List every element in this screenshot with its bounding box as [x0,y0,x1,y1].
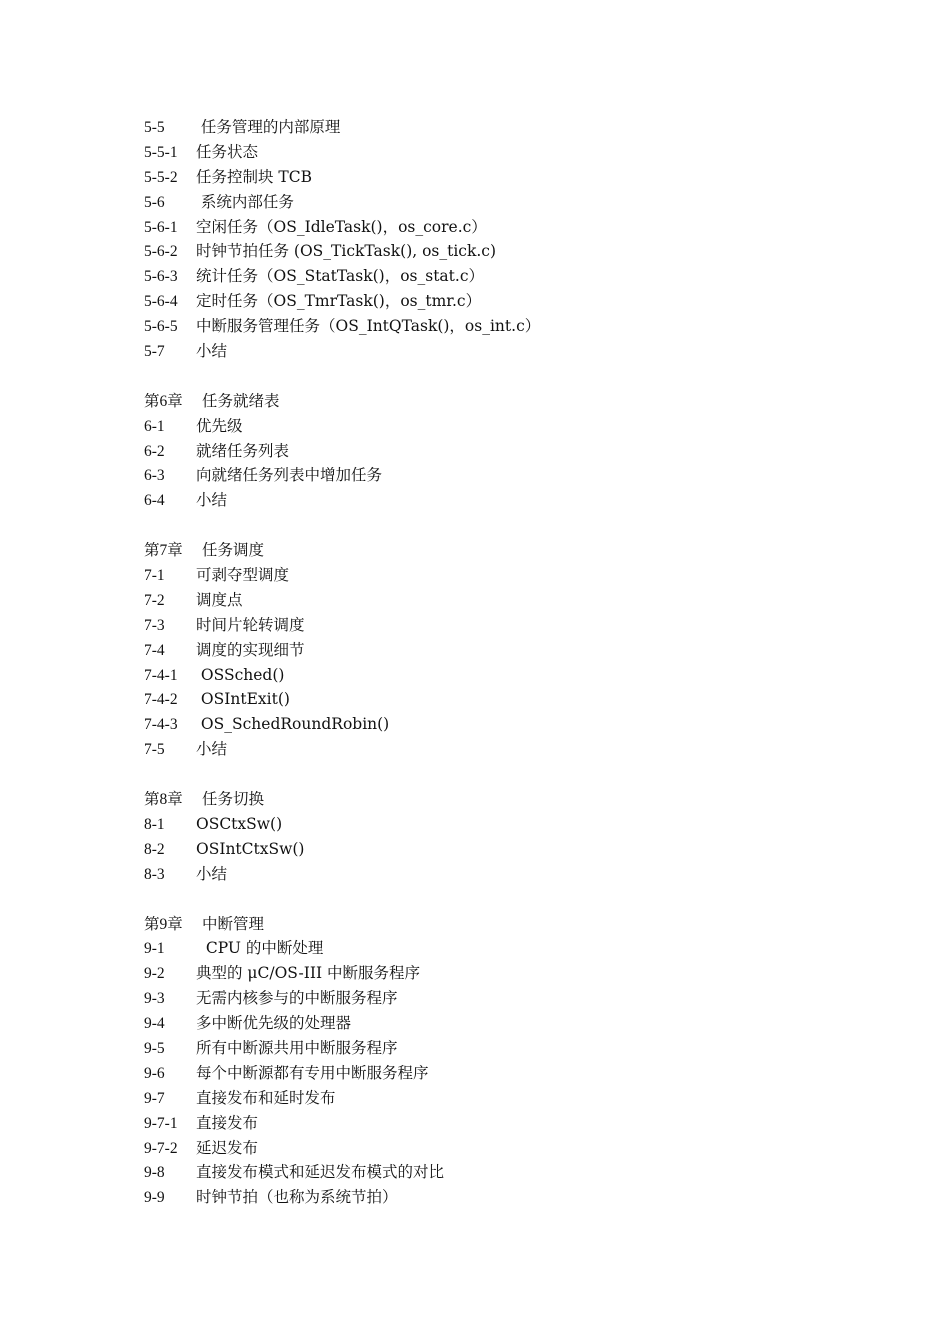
toc-entry [144,165,904,190]
section-number: 9-7 [144,1089,165,1107]
section-title: OSIntCtxSw() [196,839,305,858]
toc-entry [144,1111,904,1136]
section-number: 9-8 [144,1164,165,1182]
section-number: 6-4 [144,492,165,510]
toc-entry [144,638,904,663]
toc-entry [144,712,904,737]
chapter-heading [144,389,904,414]
section-title: 中断管理 [202,914,265,933]
section-title: 优先级 [196,416,243,435]
section-title: 系统内部任务 [196,192,294,211]
section-number: 5-5-1 [144,143,178,161]
section-number: 7-2 [144,591,165,609]
section-number: 9-7-1 [144,1114,178,1132]
section-number: 5-5-2 [144,168,178,186]
section-title: 直接发布模式和延迟发布模式的对比 [196,1163,445,1182]
section-number: 第8章 [144,791,183,809]
toc-entry [144,961,904,986]
section-title: 任务切换 [202,790,265,809]
toc-entry [144,239,904,264]
toc-entry [144,439,904,464]
section-title: 可剥夺型调度 [196,566,290,585]
section-number: 第9章 [144,915,183,933]
section-title: 小结 [196,740,228,759]
section-title: OSCtxSw() [196,814,283,833]
toc-entry [144,986,904,1011]
section-title: OS_SchedRoundRobin() [196,715,390,734]
section-number: 6-1 [144,417,165,435]
section-number: 9-2 [144,965,165,983]
toc-entry [144,687,904,712]
section-number: 7-4 [144,641,165,659]
toc-entry [144,1061,904,1086]
section-number: 9-1 [144,940,165,958]
toc-entry [144,314,904,339]
section-title: 每个中断源都有专用中断服务程序 [196,1063,429,1082]
section-title: 任务调度 [202,541,265,560]
section-number: 9-4 [144,1015,165,1033]
toc-entry [144,289,904,314]
section-number: 6-3 [144,467,165,485]
chapter-heading [144,538,904,563]
toc-entry [144,115,904,140]
section-number: 第7章 [144,542,183,560]
section-number: 5-6-2 [144,243,178,261]
section-title: 直接发布和延时发布 [196,1088,336,1107]
section-number: 5-7 [144,343,165,361]
section-title: 空闲任务（OS_IdleTask()，os_core.c） [196,217,487,236]
section-number: 9-9 [144,1189,165,1207]
section-title: 小结 [196,864,228,883]
section-number: 9-6 [144,1064,165,1082]
toc-entry [144,1011,904,1036]
toc-entry [144,140,904,165]
section-title: OSIntExit() [196,690,290,709]
blank-line [144,762,904,787]
toc-entry [144,812,904,837]
section-title: 中断服务管理任务（OS_IntQTask()，os_int.c） [196,317,541,336]
toc-entry [144,190,904,215]
section-title: 定时任务（OS_TmrTask()，os_tmr.c） [196,292,482,311]
section-number: 8-1 [144,815,165,833]
toc-entry [144,862,904,887]
table-of-contents [144,115,904,1210]
section-number: 7-4-3 [144,716,178,734]
section-number: 6-2 [144,442,165,460]
toc-entry [144,1136,904,1161]
toc-entry [144,1086,904,1111]
section-number: 5-5 [144,119,165,136]
section-number: 7-4-1 [144,666,178,684]
section-number: 9-3 [144,990,165,1008]
section-title: 就绪任务列表 [196,441,290,460]
toc-entry [144,264,904,289]
section-title: 无需内核参与的中断服务程序 [196,989,398,1008]
section-number: 5-6 [144,193,165,211]
section-title: 直接发布 [196,1113,259,1132]
section-title: 时钟节拍（也称为系统节拍） [196,1188,398,1207]
section-title: 统计任务（OS_StatTask()，os_stat.c） [196,267,485,286]
section-title: 小结 [196,491,228,510]
section-title: 任务管理的内部原理 [196,118,341,136]
section-number: 7-3 [144,616,165,634]
toc-entry [144,215,904,240]
section-title: CPU 的中断处理 [196,939,324,958]
chapter-heading [144,912,904,937]
toc-entry [144,463,904,488]
toc-entry [144,563,904,588]
toc-entry [144,414,904,439]
toc-entry [144,488,904,513]
section-number: 7-1 [144,567,165,585]
section-title: 时钟节拍任务 (OS_TickTask(), os_tick.c) [196,242,497,261]
toc-entry [144,737,904,762]
section-title: 任务控制块 TCB [196,167,313,186]
section-number: 9-7-2 [144,1139,178,1157]
section-title: 调度点 [196,590,243,609]
blank-line [144,364,904,389]
toc-entry [144,339,904,364]
section-title: 调度的实现细节 [196,640,305,659]
section-title: 延迟发布 [196,1138,259,1157]
section-number: 5-6-4 [144,293,178,311]
toc-entry [144,613,904,638]
section-title: 任务就绪表 [202,391,280,410]
section-title: 任务状态 [196,142,259,161]
toc-entry [144,1185,904,1210]
section-title: 所有中断源共用中断服务程序 [196,1038,398,1057]
section-number: 8-3 [144,865,165,883]
section-title: OSSched() [196,665,285,684]
toc-entry [144,1036,904,1061]
section-number: 8-2 [144,840,165,858]
toc-entry [144,1160,904,1185]
toc-entry [144,936,904,961]
section-number: 第6章 [144,392,183,410]
section-title: 时间片轮转调度 [196,615,305,634]
toc-entry [144,663,904,688]
section-number: 5-6-3 [144,268,178,286]
blank-line [144,513,904,538]
section-title: 多中断优先级的处理器 [196,1014,352,1033]
section-title: 向就绪任务列表中增加任务 [196,466,383,485]
section-number: 7-4-2 [144,691,178,709]
blank-line [144,887,904,912]
section-number: 9-5 [144,1039,165,1057]
section-number: 7-5 [144,741,165,759]
section-title: 典型的 μC/OS-III 中断服务程序 [196,964,421,983]
section-number: 5-6-1 [144,218,178,236]
section-number: 5-6-5 [144,318,178,336]
chapter-heading [144,787,904,812]
section-title: 小结 [196,342,228,361]
toc-entry [144,588,904,613]
toc-entry [144,837,904,862]
